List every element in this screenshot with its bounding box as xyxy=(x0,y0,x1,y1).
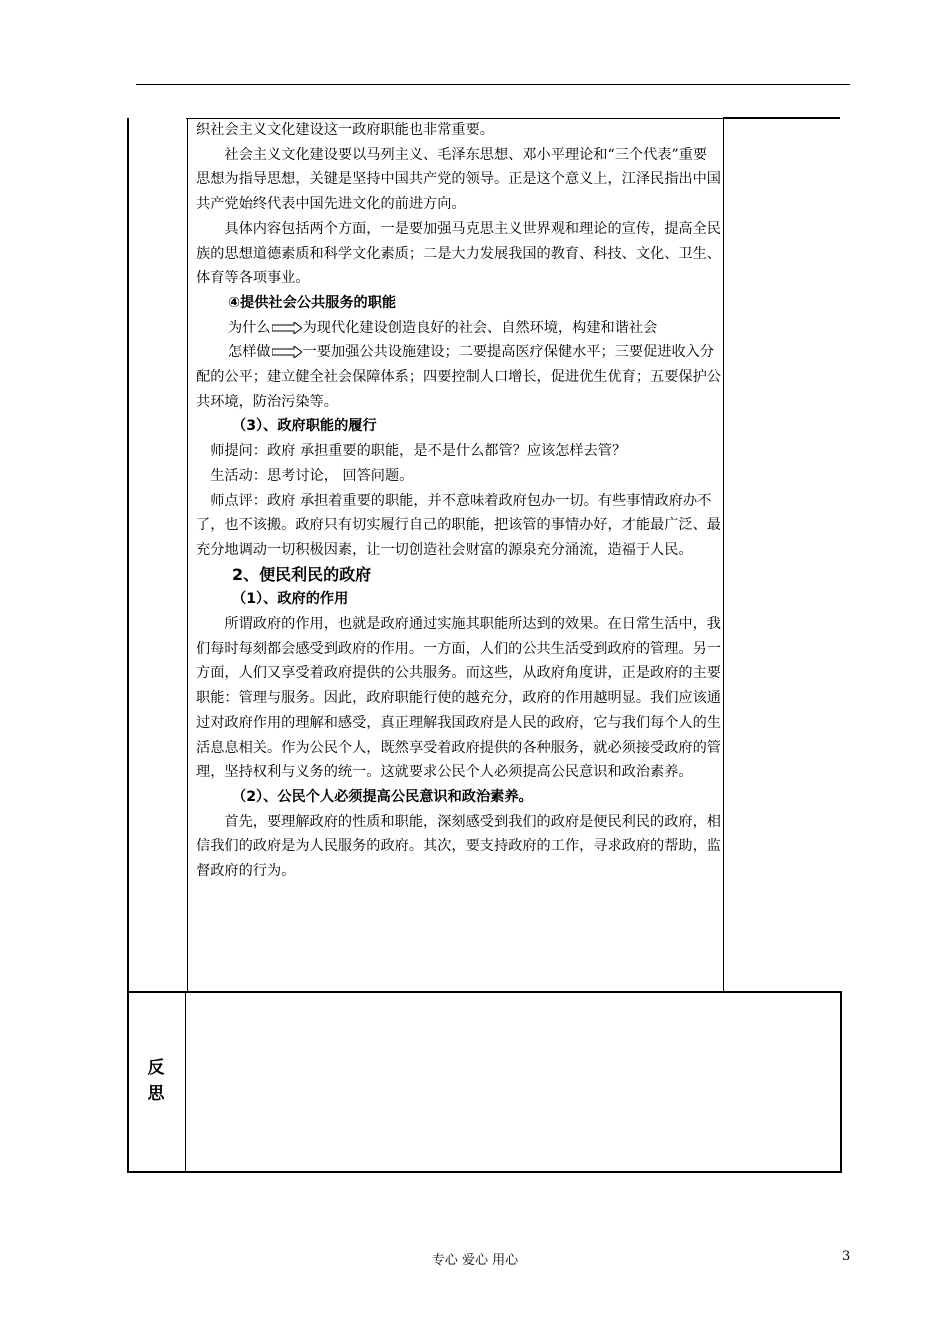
paragraph: 具体内容包括两个方面，一是要加强马克思主义世界观和理论的宣传，提高全民族的思想道德素质和科学文化素质；二是大力发展我国的教育、科技、文化、卫生、体育等各项事业。 xyxy=(196,220,721,287)
heading-citizen: （2）、公民个人必须提高公民意识和政治素养。 xyxy=(232,788,533,805)
heading-government-role: （1）、政府的作用 xyxy=(232,591,349,608)
why-label: 为什么 xyxy=(228,319,271,336)
reflection-label-2: 思 xyxy=(147,1084,165,1104)
arrow-right-icon xyxy=(272,346,302,358)
header-rule xyxy=(136,84,850,85)
paragraph: 织社会主义文化建设这一政府职能也非常重要。 xyxy=(196,122,494,138)
how-label: 怎样做 xyxy=(228,344,271,361)
reflection-label-1: 反 xyxy=(147,1058,165,1078)
reflection-divider xyxy=(185,991,186,1173)
teacher-comment xyxy=(196,489,721,563)
teacher-question xyxy=(196,439,721,464)
teacher-comment-label: 师点评： xyxy=(210,492,267,509)
why-line xyxy=(196,316,721,341)
how-text: 一要加强公共设施建设；二要提高医疗保健水平；三要促进收入分配的公平；建立健全社会保障体系；四要控制人口增长，促进优生优育；五要保护公共环境，防治污染等。 xyxy=(196,344,721,410)
heading-section-2: 2、便民利民的政府 xyxy=(232,564,372,584)
teacher-comment-text: 政府 承担着重要的职能，并不意味着政府包办一切。有些事情政府办不了，也不该搬。政府只有切实履行自己的职能，把该管的事情办好，才能最广泛、最充分地调动一切积极因素，让一切创造社会财富的源泉充分涌流，造福于人民。 xyxy=(196,492,721,558)
student-activity-label: 生活动： xyxy=(210,467,267,484)
why-text: 为现代化建设创造良好的社会、自然环境，构建和谐社会 xyxy=(302,319,658,336)
teacher-question-text: 政府 承担重要的职能，是不是什么都管？应该怎样去管？ xyxy=(266,443,627,460)
student-activity-text: 思考讨论， 回答问题。 xyxy=(266,467,414,484)
footer-motto: 专心 爱心 用心 xyxy=(431,1253,519,1268)
how-line xyxy=(196,340,721,414)
lesson-content xyxy=(196,118,721,884)
heading-public-service: ④提供社会公共服务的职能 xyxy=(228,294,397,311)
reflection-row xyxy=(127,991,842,1173)
page-number: 3 xyxy=(842,1249,851,1264)
table-right-column xyxy=(723,118,840,991)
paragraph: 社会主义文化建设要以马列主义、毛泽东思想、邓小平理论和“三个代表”重要思想为指导思想，关键是坚持中国共产党的领导。正是这个意义上，江泽民指出中国共产党始终代表中国先进文化的前进方向。 xyxy=(196,146,721,213)
teacher-question-label: 师提问： xyxy=(210,443,267,460)
paragraph: 首先，要理解政府的性质和职能，深刻感受到我们的政府是便民利民的政府，相信我们的政府是为人民服务的政府。其次，要支持政府的工作，寻求政府的帮助，监督政府的行为。 xyxy=(196,813,721,880)
reflection-label xyxy=(127,1055,185,1107)
arrow-right-icon xyxy=(272,322,302,334)
paragraph: 所谓政府的作用，也就是政府通过实施其职能所达到的效果。在日常生活中，我们每时每刻都会感受到政府的作用。一方面，人们的公共生活受到政府的管理。另一方面，人们又享受着政府提供的公共服务。而这些，从政府角度讲，正是政府的主要职能：管理与服务。因此，政府职能行使的越充分，政府的作用越明显。我们应该通过对政府作用的理解和感受，真正理解我国政府是人民的政府，它与我们每个人的生活息息相关。作为公民个人，既然享受着政府提供的各种服务，就必须接受政府的管理，坚持权利与义务的统一。这就要求公民个人必须提高公民意识和政治素养。 xyxy=(196,616,721,781)
heading-performance: （3）、政府职能的履行 xyxy=(232,418,377,435)
student-activity xyxy=(196,464,721,489)
table-left-column xyxy=(127,118,188,991)
right-column-top-border xyxy=(723,117,840,119)
